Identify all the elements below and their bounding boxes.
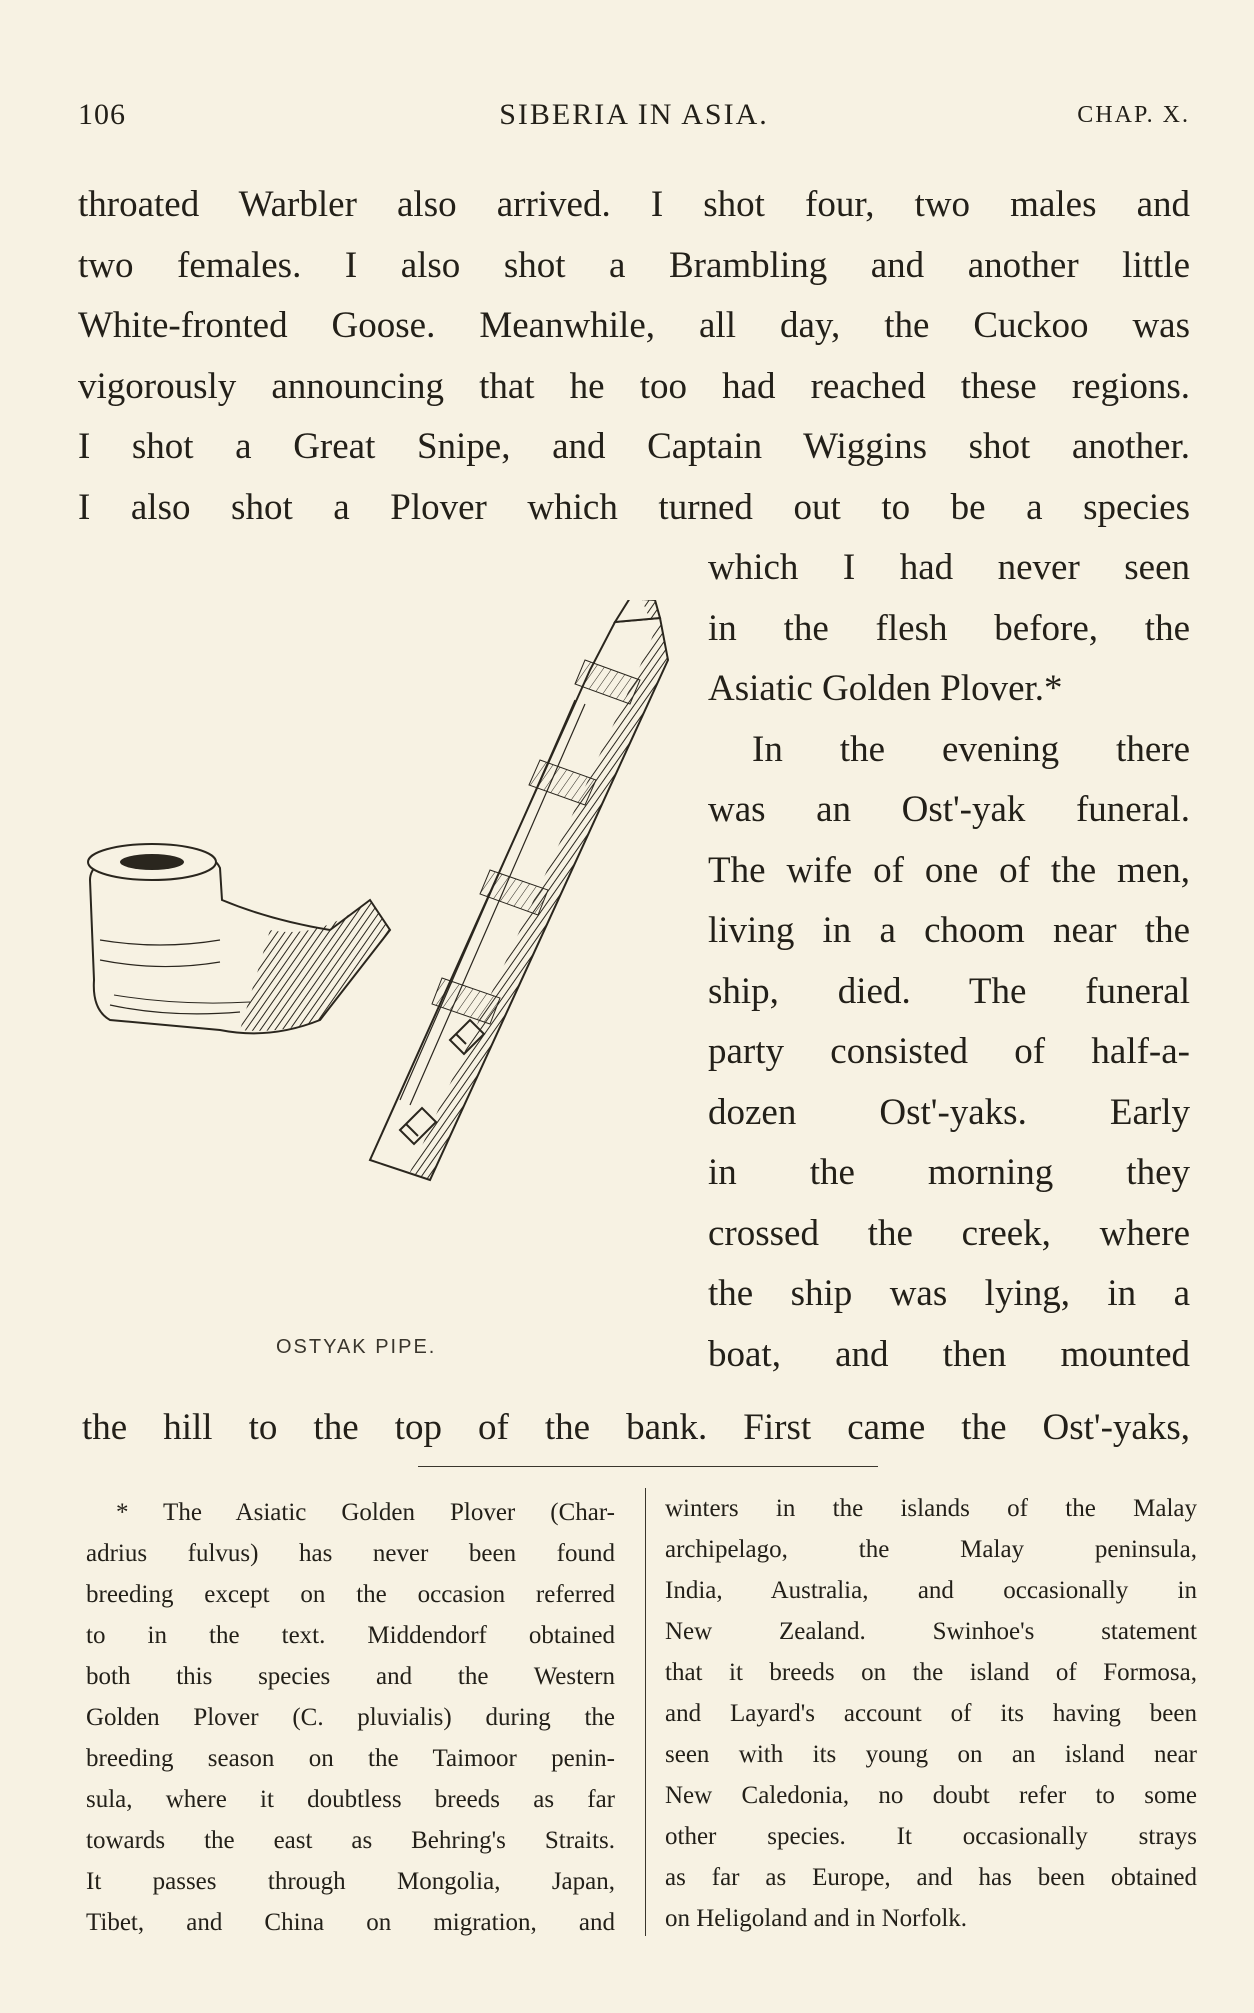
body-text-bottom-line bbox=[82, 1398, 1190, 1459]
body-line: ship, died. The funeral bbox=[708, 970, 1190, 1012]
body-text-right-column bbox=[708, 538, 1190, 1385]
body-line: The wife of one of the men, bbox=[708, 849, 1190, 891]
body-line: White-fronted Goose. Meanwhile, all day, the Cuckoo was bbox=[78, 305, 1190, 346]
body-line: the ship was lying, in a bbox=[708, 1273, 1190, 1314]
body-line: in the morning they bbox=[708, 1152, 1190, 1193]
chapter-label: CHAP. X. bbox=[1077, 102, 1190, 128]
footnote-line: Tibet, and China on migration, and bbox=[86, 1909, 615, 1936]
pipe-engraving-icon bbox=[70, 600, 690, 1320]
footnote-line: winters in the islands of the Malay bbox=[665, 1495, 1197, 1522]
body-line: was an Ost'-yak funeral. bbox=[708, 789, 1190, 830]
footnote-line: towards the east as Behring's Straits. bbox=[86, 1827, 615, 1854]
footnote-column-divider bbox=[645, 1488, 646, 1936]
footnote-line: * The Asiatic Golden Plover (Char- bbox=[116, 1499, 615, 1526]
running-title: SIBERIA IN ASIA. bbox=[499, 98, 769, 131]
page-number: 106 bbox=[78, 98, 126, 131]
footnote-line: New Zealand. Swinhoe's statement bbox=[665, 1618, 1197, 1645]
body-line: living in a choom near the bbox=[708, 910, 1190, 951]
footnote-line: as far as Europe, and has been obtained bbox=[665, 1864, 1197, 1891]
figure-caption: OSTYAK PIPE. bbox=[276, 1336, 437, 1358]
body-line: two females. I also shot a Brambling and another little bbox=[78, 244, 1190, 286]
footnote-right-column bbox=[665, 1488, 1197, 1939]
body-text-full-width bbox=[78, 175, 1190, 538]
footnote-line: Golden Plover (C. pluvialis) during the bbox=[86, 1704, 615, 1731]
footnote-line: and Layard's account of its having been bbox=[665, 1700, 1197, 1727]
footnote-line: on Heligoland and in Norfolk. bbox=[665, 1905, 968, 1932]
footnote-line: other species. It occasionally strays bbox=[665, 1823, 1197, 1850]
body-line: in the flesh before, the bbox=[708, 607, 1190, 649]
footnote-separator bbox=[418, 1466, 878, 1467]
body-line: I shot a Great Snipe, and Captain Wiggins shot another. bbox=[78, 426, 1190, 467]
footnote-line: sula, where it doubtless breeds as far bbox=[86, 1786, 615, 1813]
body-line: In the evening there bbox=[752, 728, 1190, 770]
running-header bbox=[78, 98, 1190, 138]
ostyak-pipe-illustration bbox=[70, 600, 690, 1320]
body-line: party consisted of half-a- bbox=[708, 1031, 1190, 1072]
footnote-left-column bbox=[86, 1492, 615, 1943]
footnote-line: that it breeds on the island of Formosa, bbox=[665, 1659, 1197, 1686]
footnote-line: It passes through Mongolia, Japan, bbox=[86, 1868, 615, 1895]
footnote-line: New Caledonia, no doubt refer to some bbox=[665, 1782, 1197, 1809]
footnote-line: both this species and the Western bbox=[86, 1663, 615, 1690]
body-line: vigorously announcing that he too had reached these regions. bbox=[78, 365, 1190, 407]
footnote-line: breeding except on the occasion referred bbox=[86, 1581, 615, 1608]
footnote-line: breeding season on the Taimoor penin- bbox=[86, 1745, 615, 1772]
body-line: the hill to the top of the bank. First came the Ost'-yaks, bbox=[82, 1407, 1190, 1448]
body-line: throated Warbler also arrived. I shot four, two males and bbox=[78, 184, 1190, 225]
footnote-line: India, Australia, and occasionally in bbox=[665, 1577, 1197, 1604]
body-line: I also shot a Plover which turned out to be a species bbox=[78, 486, 1190, 528]
body-line: which I had never seen bbox=[708, 547, 1190, 588]
body-line: Asiatic Golden Plover.* bbox=[708, 668, 1063, 709]
body-line: dozen Ost'-yaks. Early bbox=[708, 1091, 1190, 1133]
body-line: crossed the creek, where bbox=[708, 1212, 1190, 1254]
footnote-line: adrius fulvus) has never been found bbox=[86, 1540, 615, 1567]
body-line: boat, and then mounted bbox=[708, 1333, 1190, 1375]
footnote-line: archipelago, the Malay peninsula, bbox=[665, 1536, 1197, 1563]
footnote-line: to in the text. Middendorf obtained bbox=[86, 1622, 615, 1649]
footnote-line: seen with its young on an island near bbox=[665, 1741, 1197, 1768]
